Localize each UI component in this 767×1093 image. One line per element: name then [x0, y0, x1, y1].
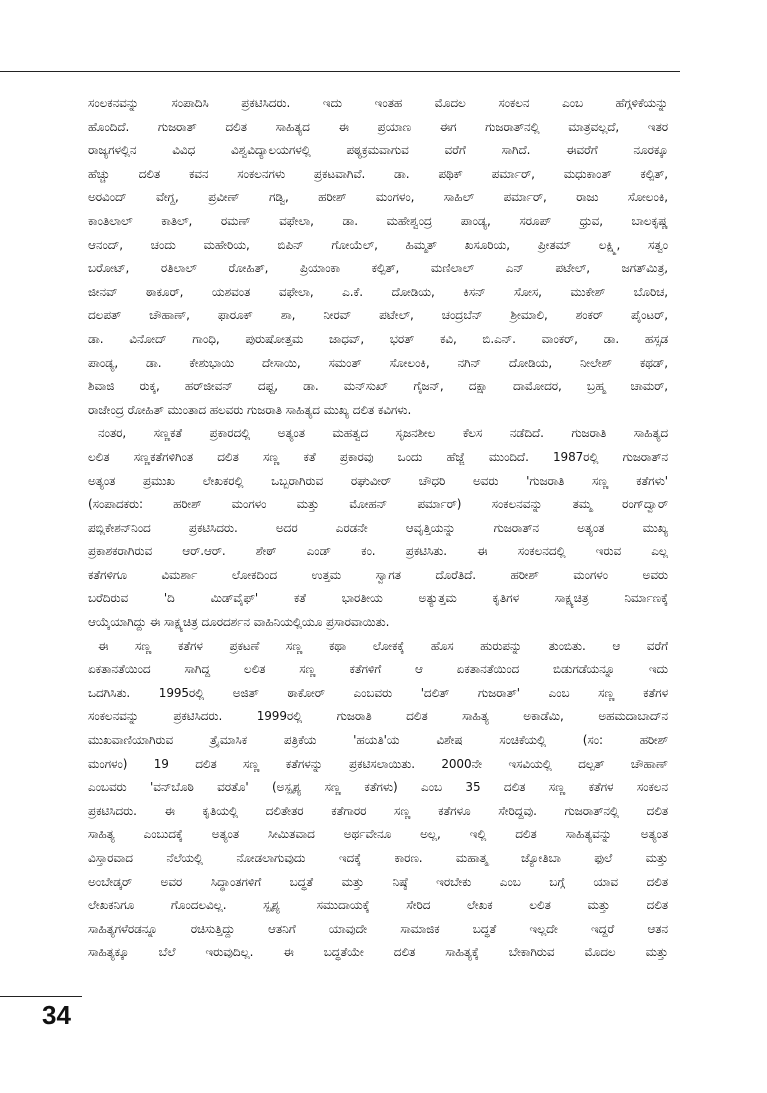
footer-rule	[0, 996, 82, 997]
text-line: ಬರೋಟ್, ರತಿಲಾಲ್ ರೋಹಿತ್, ಪ್ರಿಯಾಂಕಾ ಕಲ್ಪಿತ್, ಮಣಿಲಾಲ್ ಎನ್ ಪಟೇಲ್, ಜಗತ್‌ಮಿತ್ರ,	[88, 261, 668, 276]
text-line: ಎಂಬವರು 'ವನ್‌ಬೊಠಿ ವರತೊ' (ಅಸ್ಪೃಶ್ಯ ಸಣ್ಣ ಕತೆಗಳು) ಎಂಬ 35 ದಲಿತ ಸಣ್ಣ ಕತೆಗಳ ಸಂಕಲನ	[88, 780, 668, 795]
text-line: ಸಂಕಲನವನ್ನು ಪ್ರಕಟಿಸಿದರು. 1999ರಲ್ಲಿ ಗುಜರಾತಿ ದಲಿತ ಸಾಹಿತ್ಯ ಅಕಾಡೆಮಿ, ಅಹಮದಾಬಾದ್‌ನ	[88, 709, 668, 724]
paragraph-2	[88, 422, 668, 634]
text-line: ಸಂಲಕನವನ್ನು ಸಂಪಾದಿಸಿ ಪ್ರಕಟಿಸಿದರು. ಇದು ಇಂತಹ ಮೊದಲ ಸಂಕಲನ ಎಂಬ ಹೆಗ್ಗಳಿಕೆಯನ್ನು	[88, 96, 668, 110]
text-line: ಹೆಚ್ಚು ದಲಿತ ಕವನ ಸಂಕಲನಗಳು ಪ್ರಕಟವಾಗಿವೆ. ಡಾ. ಪಥಿಕ್ ಪರ್ಮಾರ್, ಮಧುಕಾಂತ್ ಕಲ್ಪಿತ್,	[88, 166, 668, 181]
text-line: ಈ ಸಣ್ಣ ಕತೆಗಳ ಪ್ರಕಟಣೆ ಸಣ್ಣ ಕಥಾ ಲೋಕಕ್ಕೆ ಹೊಸ ಹುರುಪನ್ನು ತುಂಬಿತು. ಆ ವರೆಗೆ	[98, 638, 668, 653]
top-rule	[0, 71, 680, 72]
text-line: ಸಾಹಿತ್ಯಕ್ಕೂ ಬೆಲೆ ಇರುವುದಿಲ್ಲ. ಈ ಬದ್ಧತೆಯೇ ದಲಿತ ಸಾಹಿತ್ಯಕ್ಕೆ ಬೇಕಾಗಿರುವ ಮೊದಲ ಮತ್ತು	[88, 945, 668, 960]
text-line: ಪ್ರಕಟಿಸಿದರು. ಈ ಕೃತಿಯಲ್ಲಿ ದಲಿತೇತರ ಕತೆಗಾರರ ಸಣ್ಣ ಕತೆಗಳೂ ಸೇರಿದ್ದವು. ಗುಜರಾತ್‌ನಲ್ಲಿ ದಲಿತ	[88, 803, 668, 818]
text-line: ಜೀನವ್ ಠಾಕೂರ್, ಯಶವಂತ ವಫೇಲಾ, ಎ.ಕೆ. ದೋಡಿಯ, ಕಿಸನ್ ಸೋಸ, ಮುಕೇಶ್ ಬೊರಿಚ,	[88, 284, 668, 299]
text-line: ಬರೆದಿರುವ 'ದಿ ಮಿಡ್‌ವೈಫ್' ಕತೆ ಭಾರತೀಯ ಅತ್ಯುತ್ತಮ ಕೃತಿಗಳ ಸಾಕ್ಷ್ಯಚಿತ್ರ ನಿರ್ಮಾಣಕ್ಕೆ	[88, 591, 668, 606]
text-line: (ಸಂಪಾದಕರು: ಹರೀಶ್ ಮಂಗಳಂ ಮತ್ತು ಮೋಹನ್ ಪರ್ಮಾರ್) ಸಂಕಲನವನ್ನು ತಮ್ಮ ರಂಗ್‌ದ್ವಾರ್	[88, 497, 668, 512]
text-line: ಹೊಂದಿದೆ. ಗುಜರಾತ್ ದಲಿತ ಸಾಹಿತ್ಯದ ಈ ಪ್ರಯಾಣ ಈಗ ಗುಜರಾತ್‌ನಲ್ಲಿ ಮಾತ್ರವಲ್ಲದೆ, ಇತರ	[88, 119, 668, 134]
paragraph-1	[88, 92, 668, 422]
text-line: ದಲಪತ್ ಚೌಹಾಣ್, ಫಾರೂಕ್ ಶಾ, ನೀರವ್ ಪಟೇಲ್, ಚಂದ್ರಬೆನ್ ಶ್ರೀಮಾಲಿ, ಶಂಕರ್ ಪೈಂಟರ್,	[88, 308, 668, 323]
text-line: ಕತೆಗಳಿಗೂ ವಿಮರ್ಶಾ ಲೋಕದಿಂದ ಉತ್ತಮ ಸ್ವಾಗತ ದೊರೆತಿದೆ. ಹರೀಶ್ ಮಂಗಳಂ ಅವರು	[88, 567, 668, 582]
text-line: ಅಂಬೇಡ್ಕರ್ ಅವರ ಸಿದ್ಧಾಂತಗಳಿಗೆ ಬದ್ಧತೆ ಮತ್ತು ನಿಷ್ಠೆ ಇರಬೇಕು ಎಂಬ ಬಗ್ಗೆ ಯಾವ ದಲಿತ	[88, 874, 668, 889]
text-line: ಲೇಖಕನಿಗೂ ಗೊಂದಲವಿಲ್ಲ. ಸ್ಪೃಶ್ಯ ಸಮುದಾಯಕ್ಕೆ ಸೇರಿದ ಲೇಖಕ ಲಲಿತ ಮತ್ತು ದಲಿತ	[88, 898, 668, 913]
text-line: ರಾಜ್ಯಗಳಲ್ಲಿನ ವಿವಿಧ ವಿಶ್ವವಿದ್ಯಾಲಯಗಳಲ್ಲಿ ಪಠ್ಯಕ್ರಮವಾಗುವ ವರೆಗೆ ಸಾಗಿದೆ. ಈವರೆಗೆ ನೂರಕ್ಕೂ	[88, 143, 668, 158]
text-line: ಪ್ರಕಾಶಕರಾಗಿರುವ ಆರ್.ಆರ್. ಶೇಠ್ ಎಂಡ್ ಕಂ. ಪ್ರಕಟಿಸಿತು. ಈ ಸಂಕಲನದಲ್ಲಿ ಇರುವ ಎಲ್ಲ	[88, 544, 668, 559]
paragraph-3	[88, 635, 668, 965]
text-line: ಲಲಿತ ಸಣ್ಣಕತೆಗಳಿಗಿಂತ ದಲಿತ ಸಣ್ಣ ಕತೆ ಪ್ರಕಾರವು ಒಂದು ಹೆಜ್ಜೆ ಮುಂದಿದೆ. 1987ರಲ್ಲಿ ಗುಜರಾತ್‌ನ	[88, 449, 668, 464]
text-line: ಏಕತಾನತೆಯಿಂದ ಸಾಗಿದ್ದ ಲಲಿತ ಸಣ್ಣ ಕತೆಗಳಿಗೆ ಆ ಏಕತಾನತೆಯಿಂದ ಬಿಡುಗಡೆಯನ್ನೂ ಇದು	[88, 662, 668, 677]
text-line: ಅರವಿಂದ್ ವೇಗ್ದ, ಪ್ರವೀಣ್ ಗಡ್ವಿ, ಹರೀಶ್ ಮಂಗಳಂ, ಸಾಹಿಲ್ ಪರ್ಮಾರ್, ರಾಜು ಸೋಲಂಕಿ,	[88, 190, 668, 205]
text-line: ಆಯ್ಕೆಯಾಗಿದ್ದು ಈ ಸಾಕ್ಷ್ಯಚಿತ್ರ ದೂರದರ್ಶನ ವಾಹಿನಿಯಲ್ಲಿಯೂ ಪ್ರಸಾರವಾಯಿತು.	[88, 615, 390, 630]
page-number: 34	[42, 1000, 71, 1030]
text-line: ಅತ್ಯಂತ ಪ್ರಮುಖ ಲೇಖಕರಲ್ಲಿ ಒಬ್ಬರಾಗಿರುವ ರಘುವೀರ್ ಚೌಧರಿ ಅವರು 'ಗುಜರಾತಿ ಸಣ್ಣ ಕತೆಗಳು'	[88, 473, 668, 488]
text-line: ಸಾಹಿತ್ಯ ಎಂಬುದಕ್ಕೆ ಅತ್ಯಂತ ಸೀಮಿತವಾದ ಅರ್ಥವೇನೂ ಅಲ್ಲ, ಇಲ್ಲಿ ದಲಿತ ಸಾಹಿತ್ಯವನ್ನು ಅತ್ಯಂತ	[88, 827, 668, 842]
text-line: ವಿಸ್ತಾರವಾದ ನೆಲೆಯಲ್ಲಿ ನೋಡಲಾಗುವುದು ಇದಕ್ಕೆ ಕಾರಣ. ಮಹಾತ್ಮ ಜ್ಯೋತಿಬಾ ಫುಲೆ ಮತ್ತು	[88, 851, 668, 865]
text-line: ಡಾ. ವಿನೋದ್ ಗಾಂಧಿ, ಪುರುಷೋತ್ತಮ ಜಾಧವ್, ಭರತ್ ಕವಿ, ಬಿ.ಎನ್. ವಾಂಕರ್, ಡಾ. ಹಸ್ಸಡ	[88, 331, 668, 346]
text-line: ಪಬ್ಲಿಕೇಶನ್‌ನಿಂದ ಪ್ರಕಟಿಸಿದರು. ಅದರ ಎರಡನೇ ಆವೃತ್ತಿಯನ್ನು ಗುಜರಾತ್‌ನ ಅತ್ಯಂತ ಮುಖ್ಯ	[88, 520, 668, 535]
text-line: ಮುಖವಾಣಿಯಾಗಿರುವ ತ್ರೈಮಾಸಿಕ ಪತ್ರಿಕೆಯ 'ಹಯತಿ'ಯ ವಿಶೇಷ ಸಂಚಿಕೆಯಲ್ಲಿ (ಸಂ: ಹರೀಶ್	[88, 733, 668, 748]
text-line: ಪಾಂಡ್ಯ, ಡಾ. ಕೇಶುಭಾಯಿ ದೇಸಾಯಿ, ಸಮಂತ್ ಸೋಲಂಕಿ, ನಗಿನ್ ದೋಡಿಯ, ನೀಲೇಶ್ ಕಥಡ್,	[88, 355, 668, 370]
text-line: ಒದಗಿಸಿತು. 1995ರಲ್ಲಿ ಅಜಿತ್ ಠಾಕೋರ್ ಎಂಬವರು 'ದಲಿತ್ ಗುಜರಾತ್' ಎಂಬ ಸಣ್ಣ ಕತೆಗಳ	[88, 685, 668, 700]
text-line: ಮಂಗಳಂ) 19 ದಲಿತ ಸಣ್ಣ ಕತೆಗಳನ್ನು ಪ್ರಕಟಿಸಲಾಯಿತು. 2000ನೇ ಇಸವಿಯಲ್ಲಿ ದಲ್ಪತ್ ಚೌಹಾಣ್	[88, 756, 668, 771]
text-line: ಕಾಂತಿಲಾಲ್ ಕಾತಿಲ್, ರಮಣ್ ವಫೇಲಾ, ಡಾ. ಮಹೇಶ್ವಂದ್ರ ಪಾಂಡ್ಯ, ಸರೂಪ್ ಧ್ರುವ, ಬಾಲಕೃಷ್ಣ	[88, 213, 668, 228]
text-line: ಶಿವಾಜಿ ರುಕ್ಕ, ಹರ್‌ಜೀವನ್ ದಫ್ದ, ಡಾ. ಮನ್‌ಸುಖ್ ಗೈಜನ್, ದಕ್ಷಾ ದಾಮೋದರ, ಬ್ರಹ್ಮ ಚಾಮರ್,	[88, 379, 668, 394]
text-line: ಸಾಹಿತ್ಯಗಳೆರಡನ್ನೂ ರಚಿಸುತ್ತಿದ್ದು ಆತನಿಗೆ ಯಾವುದೇ ಸಾಮಾಜಿಕ ಬದ್ಧತೆ ಇಲ್ಲದೇ ಇದ್ದರೆ ಆತನ	[88, 921, 668, 936]
body-text	[88, 92, 668, 965]
text-line: ರಾಜೇಂದ್ರ ರೋಹಿತ್ ಮುಂತಾದ ಹಲವರು ಗುಜರಾತಿ ಸಾಹಿತ್ಯದ ಮುಖ್ಯ ದಲಿತ ಕವಿಗಳು.	[88, 402, 412, 417]
text-line: ನಂತರ, ಸಣ್ಣಕತೆ ಪ್ರಕಾರದಲ್ಲಿ ಅತ್ಯಂತ ಮಹತ್ವದ ಸೃಜನಶೀಲ ಕೆಲಸ ನಡೆದಿದೆ. ಗುಜರಾತಿ ಸಾಹಿತ್ಯದ	[98, 426, 668, 441]
text-line: ಆನಂದ್, ಚಂದು ಮಹೇರಿಯ, ಬಿಪಿನ್ ಗೋಯೆಲ್, ಹಿಮ್ಮತ್ ಖಸೂರಿಯ, ಪ್ರೀತಮ್ ಲಕ್ಷ್ಮಿ, ಸತ್ವಂ	[88, 237, 668, 252]
